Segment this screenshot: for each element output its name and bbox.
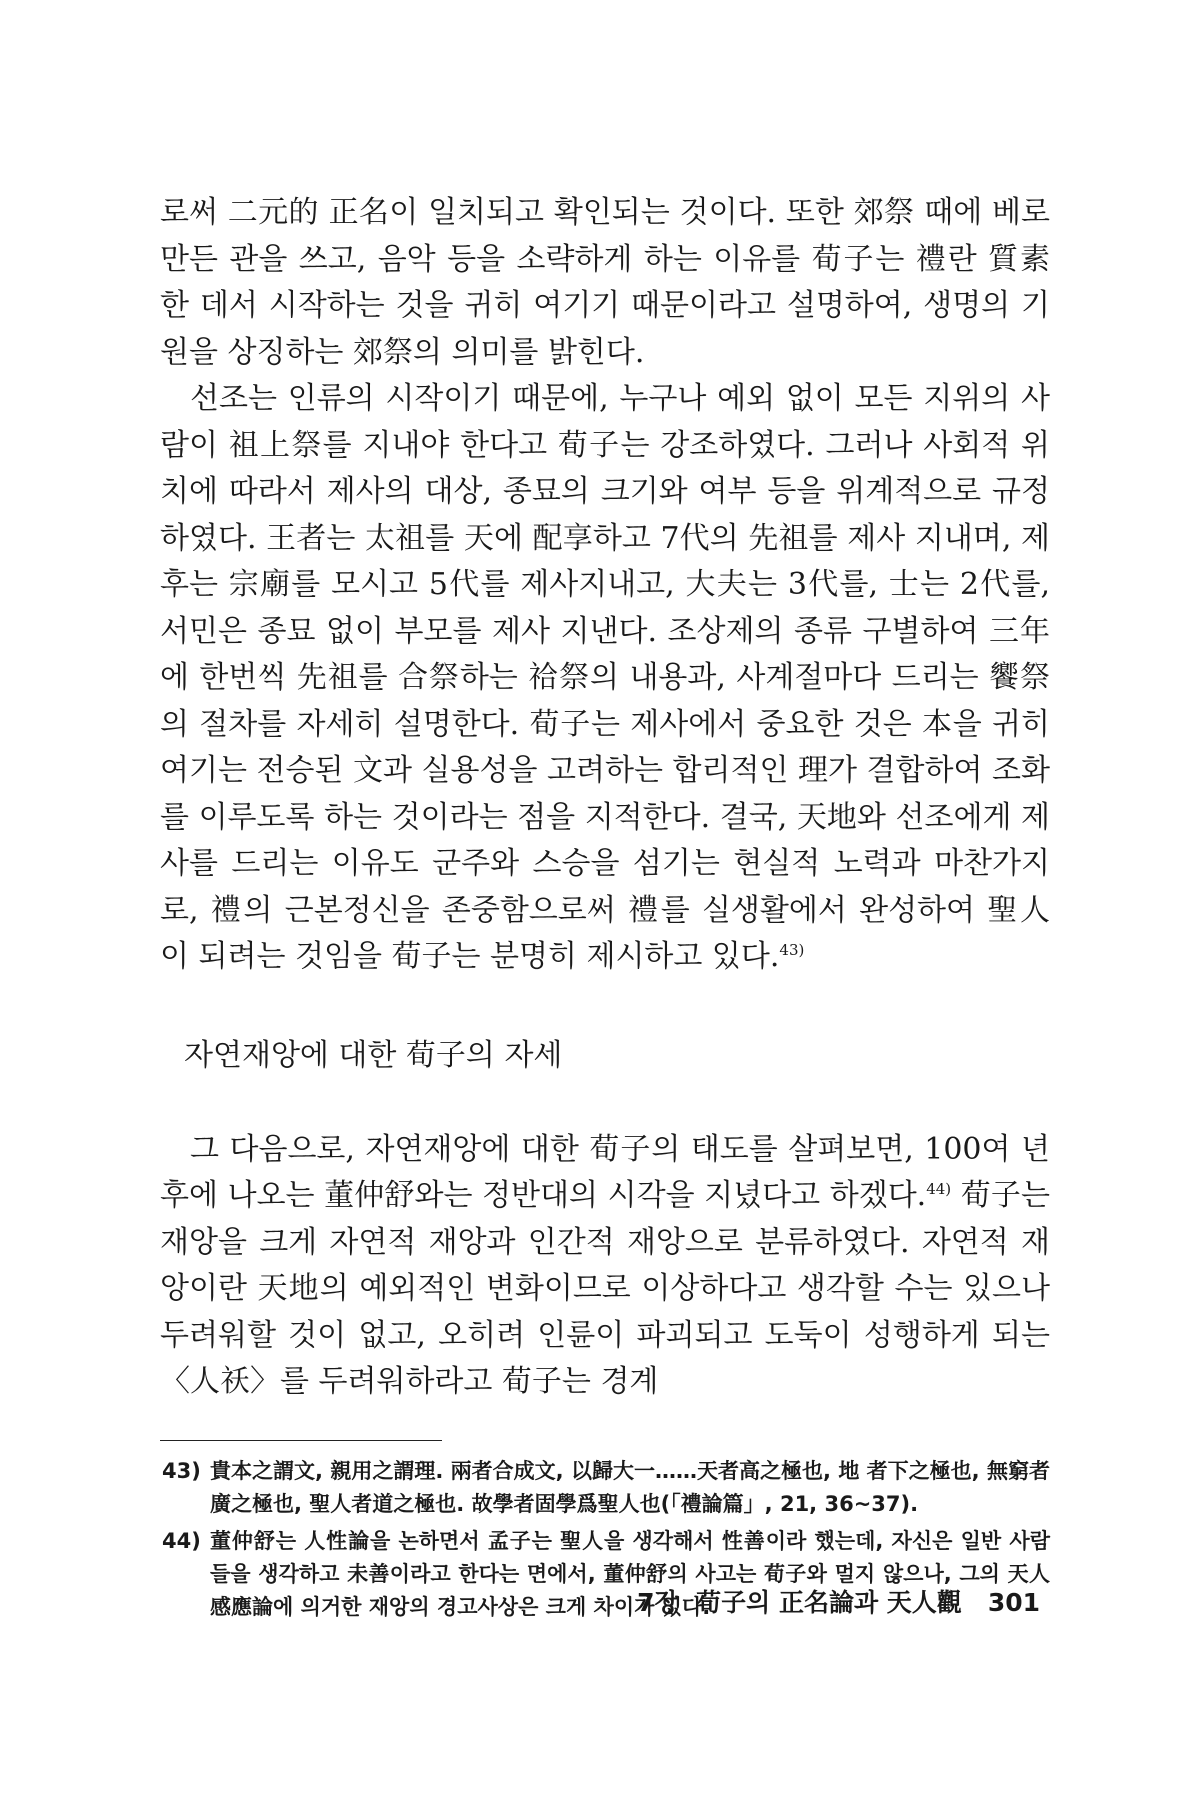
footnote-number: 43) (162, 1458, 201, 1483)
footnote-ref-44: 44) (926, 1180, 952, 1198)
footnote-ref-43: 43) (779, 941, 805, 959)
footnote-divider (160, 1440, 442, 1441)
page-content (160, 190, 1050, 1624)
body-paragraph-2 (160, 376, 1050, 981)
footnote-43 (160, 1455, 1050, 1521)
page-number: 301 (987, 1588, 1040, 1617)
footnote-number: 44) (162, 1528, 201, 1553)
running-title: 7장 荀子의 正名論과 天人觀 (637, 1588, 962, 1617)
running-footer (637, 1586, 1040, 1620)
section-heading: 자연재앙에 대한 荀子의 자세 (184, 1037, 563, 1073)
body-paragraph-2-text: 선조는 인류의 시작이기 때문에, 누구나 예외 없이 모든 지위의 사람이 祖上祭를 지내야 한다고 荀子는 강조하였다. 그러나 사회적 위치에 따라서 제사의 대상, 종묘의 크기와 여부 등을 위계적으로 규정하였다. 王者는 太祖를 天에 配享하고 7代의 先祖를 제사 지내며, 제후는 宗廟를 모시고 5代를 제사지내고, 大夫는 3代를, 士는 2代를, 서민은 종묘 없이 부모를 제사 지낸다. 조상제의 종류 구별하여 三年에 한번씩 先祖를 合祭하는 祫祭의 내용과, 사계절마다 드리는 饗祭의 절차를 자세히 설명한다. 荀子는 제사에서 중요한 것은 本을 귀히 여기는 전승된 文과 실용성을 고려하는 합리적인 理가 결합하여 조화를 이루도록 하는 것이라는 점을 지적한다. 결국, 天地와 선조에게 제사를 드리는 이유도 군주와 스승을 섬기는 현실적 노력과 마찬가지로, 禮의 근본정신을 존중함으로써 禮를 실생활에서 완성하여 聖人이 되려는 것임을 荀子는 분명히 제시하고 있다. (160, 381, 1050, 974)
body-paragraph-3-text-b: 荀子는 재앙을 크게 자연적 재앙과 인간적 재앙으로 분류하였다. 자연적 재앙이란 天地의 예외적인 변화이므로 이상하다고 생각할 수는 있으나 두려워할 것이 없고, 오히려 인륜이 파괴되고 도둑이 성행하게 되는 〈人祅〉를 두려워하라고 荀子는 경계 (160, 1178, 1050, 1399)
body-paragraph-3-text-a: 그 다음으로, 자연재앙에 대한 荀子의 태도를 살펴보면, 100여 년 후에 나오는 董仲舒와는 정반대의 시각을 지녔다고 하겠다. (160, 1131, 1050, 1213)
footnote-text: 貴本之謂文, 親用之謂理. 兩者合成文, 以歸大一……天者高之極也, 地 者下之極也, 無窮者廣之極也, 聖人者道之極也. 故學者固學爲聖人也(「禮論篇」, 21, 36~37). (210, 1458, 1050, 1516)
body-paragraph-3 (160, 1127, 1050, 1406)
body-paragraph-1: 로써 二元的 正名이 일치되고 확인되는 것이다. 또한 郊祭 때에 베로 만든 관을 쓰고, 음악 등을 소략하게 하는 이유를 荀子는 禮란 質素한 데서 시작하는 것을 귀히 여기기 때문이라고 설명하여, 생명의 기원을 상징하는 郊祭의 의미를 밝힌다. (160, 195, 1050, 370)
footnote-text: 董仲舒는 人性論을 논하면서 孟子는 聖人을 생각해서 性善이라 했는데, 자신은 일반 사람들을 생각하고 未善이라고 한다는 면에서, 董仲舒의 사고는 荀子와 멀지 않으나, 그의 天人感應論에 의거한 재앙의 경고사상은 크게 차이가 있다. (210, 1528, 1050, 1619)
